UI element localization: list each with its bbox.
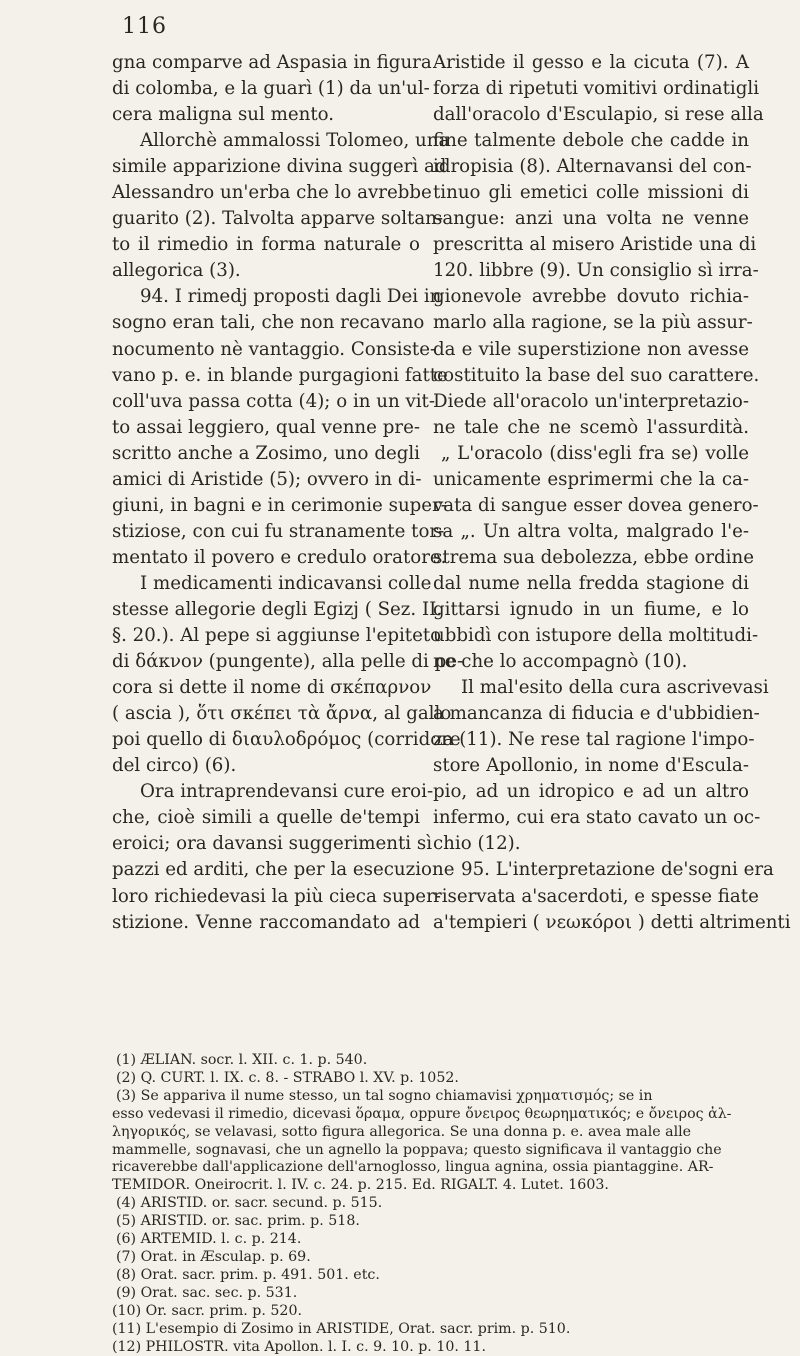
right-column bbox=[433, 50, 749, 936]
text-line: 94. I rimedj proposti dagli Dei in bbox=[112, 284, 420, 310]
text-line: nocumento nè vantaggio. Consiste- bbox=[112, 337, 420, 363]
text-line: Aristide il gesso e la cicuta (7). A bbox=[433, 50, 749, 76]
text-line: dal nume nella fredda stagione di bbox=[433, 571, 749, 597]
text-line: cera maligna sul mento. bbox=[112, 102, 420, 128]
text-line: gittarsi ignudo in un fiume, e lo bbox=[433, 597, 749, 623]
text-line: za (11). Ne rese tal ragione l'impo- bbox=[433, 727, 749, 753]
text-line: store Apollonio, in nome d'Escula- bbox=[433, 753, 749, 779]
text-line: 95. L'interpretazione de'sogni era bbox=[433, 857, 749, 883]
footnote: (3) Se appariva il nume stesso, un tal sogno chiamavisi χρηματισμός; se in bbox=[112, 1088, 752, 1106]
text-line: a mancanza di fiducia e d'ubbidien- bbox=[433, 701, 749, 727]
text-line: gna comparve ad Aspasia in figura bbox=[112, 50, 420, 76]
text-line: marlo alla ragione, se la più assur- bbox=[433, 310, 749, 336]
text-line: dall'oracolo d'Esculapio, si rese alla bbox=[433, 102, 749, 128]
text-line: stiziose, con cui fu stranamente tor- bbox=[112, 519, 420, 545]
text-line: fine talmente debole che cadde in bbox=[433, 128, 749, 154]
text-line: to il rimedio in forma naturale o bbox=[112, 232, 420, 258]
text-line: ne che lo accompagnò (10). bbox=[433, 649, 749, 675]
text-line: guarito (2). Talvolta apparve soltan- bbox=[112, 206, 420, 232]
footnote: (12) PHILOSTR. vita Apollon. l. I. c. 9. 10. p. 10. 11. bbox=[112, 1339, 752, 1356]
text-line: ne tale che ne scemò l'assurdità. bbox=[433, 415, 749, 441]
footnote: ricaverebbe dall'applicazione dell'arnoglosso, lingua agnina, ossia piantaggine. AR- bbox=[112, 1159, 752, 1177]
text-line: loro richiedevasi la più cieca super- bbox=[112, 884, 420, 910]
text-line: I medicamenti indicavansi colle bbox=[112, 571, 420, 597]
text-line: unicamente esprimermi che la ca- bbox=[433, 467, 749, 493]
footnote: mammelle, sognavasi, che un agnello la poppava; questo significava il vantaggio che bbox=[112, 1142, 752, 1160]
footnote: esso vedevasi il rimedio, dicevasi ὅραμα, oppure ὄνειρος θεωρηματικός; e ὄνειρος ἀλ- bbox=[112, 1106, 752, 1124]
text-line: amici di Aristide (5); ovvero in di- bbox=[112, 467, 420, 493]
text-line: che, cioè simili a quelle de'tempi bbox=[112, 805, 420, 831]
text-line: prescritta al misero Aristide una di bbox=[433, 232, 749, 258]
text-line: strema sua debolezza, ebbe ordine bbox=[433, 545, 749, 571]
text-line: cora si dette il nome di σκέπαρνον bbox=[112, 675, 420, 701]
text-line: di δάκνον (pungente), alla pelle di pe- bbox=[112, 649, 420, 675]
text-line: sangue: anzi una volta ne venne bbox=[433, 206, 749, 232]
text-line: poi quello di διαυλοδρόμος (corridore bbox=[112, 727, 420, 753]
footnote: (8) Orat. sacr. prim. p. 491. 501. etc. bbox=[112, 1267, 752, 1285]
text-line: idropisia (8). Alternavansi del con- bbox=[433, 154, 749, 180]
text-line: chio (12). bbox=[433, 831, 749, 857]
text-line: §. 20.). Al pepe si aggiunse l'epiteto bbox=[112, 623, 420, 649]
text-line: sogno eran tali, che non recavano bbox=[112, 310, 420, 336]
text-line: forza di ripetuti vomitivi ordinatigli bbox=[433, 76, 749, 102]
text-line: „ L'oracolo (diss'egli fra se) volle bbox=[433, 441, 749, 467]
text-line: sa „. Un altra volta, malgrado l'e- bbox=[433, 519, 749, 545]
footnote: (9) Orat. sac. sec. p. 531. bbox=[112, 1285, 752, 1303]
text-line: simile apparizione divina suggerì ad bbox=[112, 154, 420, 180]
footnote: (2) Q. CURT. l. IX. c. 8. - STRABO l. XV. p. 1052. bbox=[112, 1070, 752, 1088]
text-line: costituito la base del suo carattere. bbox=[433, 363, 749, 389]
text-line: Ora intraprendevansi cure eroi- bbox=[112, 779, 420, 805]
text-line: infermo, cui era stato cavato un oc- bbox=[433, 805, 749, 831]
text-line: giuni, in bagni e in cerimonie super- bbox=[112, 493, 420, 519]
text-line: ubbidì con istupore della moltitudi- bbox=[433, 623, 749, 649]
text-line: riservata a'sacerdoti, e spesse fiate bbox=[433, 884, 749, 910]
text-line: Diede all'oracolo un'interpretazio- bbox=[433, 389, 749, 415]
footnotes bbox=[112, 1052, 752, 1356]
text-line: eroici; ora davansi suggerimenti sì bbox=[112, 831, 420, 857]
text-line: to assai leggiero, qual venne pre- bbox=[112, 415, 420, 441]
text-line: vata di sangue esser dovea genero- bbox=[433, 493, 749, 519]
text-line: stesse allegorie degli Egizj ( Sez. II. bbox=[112, 597, 420, 623]
text-line: di colomba, e la guarì (1) da un'ul- bbox=[112, 76, 420, 102]
footnote: (1) ÆLIAN. socr. l. XII. c. 1. p. 540. bbox=[112, 1052, 752, 1070]
text-line: Il mal'esito della cura ascrivevasi bbox=[433, 675, 749, 701]
text-line: allegorica (3). bbox=[112, 258, 420, 284]
left-column bbox=[112, 50, 420, 936]
text-line: stizione. Venne raccomandato ad bbox=[112, 910, 420, 936]
footnote: (5) ARISTID. or. sac. prim. p. 518. bbox=[112, 1213, 752, 1231]
text-line: Allorchè ammalossi Tolomeo, una bbox=[112, 128, 420, 154]
footnote: (11) L'esempio di Zosimo in ARISTIDE, Orat. sacr. prim. p. 510. bbox=[112, 1321, 752, 1339]
text-line: mentato il povero e credulo oratore. bbox=[112, 545, 420, 571]
footnote: (4) ARISTID. or. sacr. secund. p. 515. bbox=[112, 1195, 752, 1213]
text-line: gionevole avrebbe dovuto richia- bbox=[433, 284, 749, 310]
text-line: a'tempieri ( νεωκόροι ) detti altrimenti bbox=[433, 910, 749, 936]
text-line: Alessandro un'erba che lo avrebbe bbox=[112, 180, 420, 206]
text-line: tinuo gli emetici colle missioni di bbox=[433, 180, 749, 206]
text-line: vano p. e. in blande purgagioni fatte bbox=[112, 363, 420, 389]
footnote: TEMIDOR. Oneirocrit. l. IV. c. 24. p. 215. Ed. RIGALT. 4. Lutet. 1603. bbox=[112, 1177, 752, 1195]
text-line: pazzi ed arditi, che per la esecuzione bbox=[112, 857, 420, 883]
text-line: pio, ad un idropico e ad un altro bbox=[433, 779, 749, 805]
page-number: 116 bbox=[122, 14, 167, 39]
footnote: ληγορικός, se velavasi, sotto figura allegorica. Se una donna p. e. avea male alle bbox=[112, 1124, 752, 1142]
text-line: scritto anche a Zosimo, uno degli bbox=[112, 441, 420, 467]
text-line: da e vile superstizione non avesse bbox=[433, 337, 749, 363]
text-line: ( ascia ), ὅτι σκέπει τὰ ἄρνα, al gallo bbox=[112, 701, 420, 727]
text-line: del circo) (6). bbox=[112, 753, 420, 779]
footnote: (10) Or. sacr. prim. p. 520. bbox=[112, 1303, 752, 1321]
footnote: (7) Orat. in Æsculap. p. 69. bbox=[112, 1249, 752, 1267]
footnote: (6) ARTEMID. l. c. p. 214. bbox=[112, 1231, 752, 1249]
text-line: coll'uva passa cotta (4); o in un vit- bbox=[112, 389, 420, 415]
text-line: 120. libbre (9). Un consiglio sì irra- bbox=[433, 258, 749, 284]
